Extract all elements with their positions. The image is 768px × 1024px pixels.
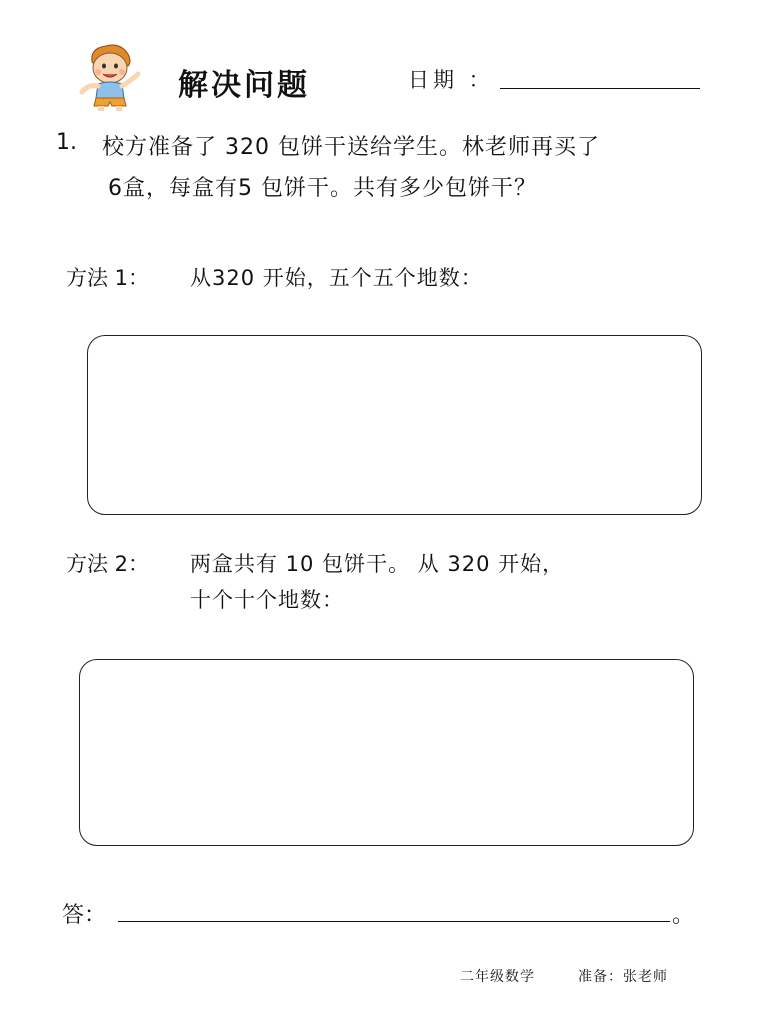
method2-answer-box[interactable] <box>79 659 694 846</box>
answer-period: 。 <box>672 903 695 928</box>
page-title: 解决问题 <box>178 68 310 103</box>
method2-text-line1: 两盒共有 10 包饼干。 从 320 开始， <box>190 552 565 576</box>
answer-input-line[interactable] <box>118 921 670 922</box>
question-text-line1: 校方准备了 320 包饼干送给学生。林老师再买了 <box>102 135 600 160</box>
footer-grade: 二年级数学 <box>460 969 535 985</box>
method2-text-line2: 十个十个地数： <box>190 588 344 612</box>
date-label: 日期 ： <box>408 68 494 92</box>
question-text-line2: 6盒，每盒有5 包饼干。共有多少包饼干？ <box>108 176 537 201</box>
footer-prepared-by: 准备：张老师 <box>578 969 668 985</box>
question-number: 1. <box>56 130 77 155</box>
method1-text: 从320 开始，五个五个地数： <box>190 266 483 290</box>
method2-label: 方法 2： <box>66 552 150 576</box>
date-input-line[interactable] <box>500 88 700 89</box>
answer-label: 答： <box>62 903 107 928</box>
method1-label: 方法 1： <box>66 266 150 290</box>
cartoon-boy-icon <box>76 40 148 112</box>
method1-answer-box[interactable] <box>87 335 702 515</box>
